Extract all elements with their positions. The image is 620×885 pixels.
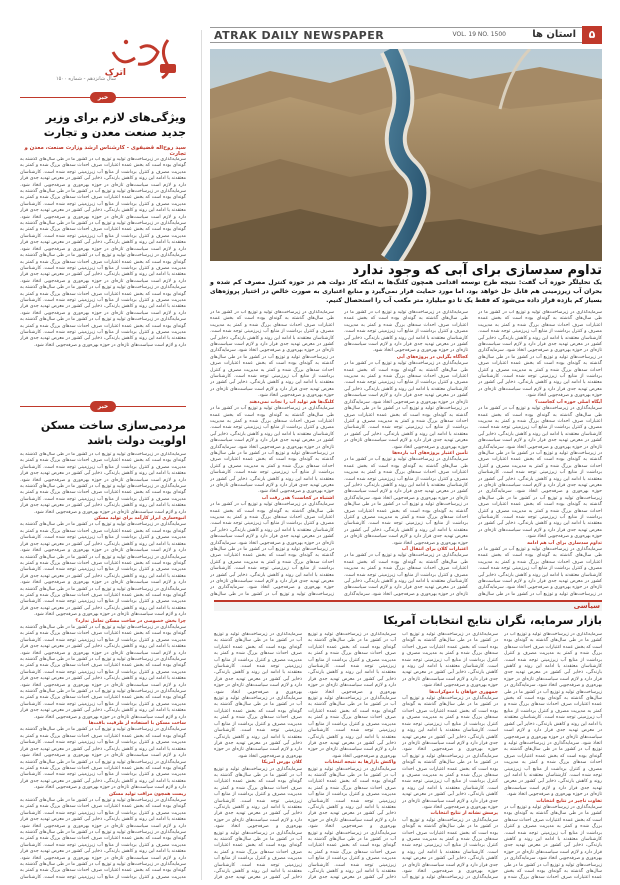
sidebar-story1-byline: سید روح‌اله قضیفوی - کارشناس ارشد وزارت صنعت، معدن و تجارت xyxy=(24,145,186,157)
politics-body-col2: سرمایه‌گذاری در زیرساخت‌های تولید و توزیع آب در کشور ما در طی سال‌های گذشته به گونه‌ای بوده است که بخش عمده اعتبارات صرف احداث سدهای بزرگ شده و کمتر به مدیریت مصرف و کنترل برداشت از منابع آب زیرزمینی توجه شده است. کارشناسان معتقدند با ادامه این روند و کاهش بارندگی، ذخایر آبی کشور در معرض تهدید جدی قرار دارد و لازم است سیاست‌های تازه‌ای در حوزه بهره‌وری و صرفه‌جویی اتخاذ شود. جمهوری خواهان یا دموکرات‌ها سرمایه‌گذاری در زیرساخت‌های تولید و توزیع آب در کشور ما در طی سال‌های گذشته به گونه‌ای بوده است که بخش عمده اعتبارات صرف احداث سدهای بزرگ شده و کمتر به مدیریت مصرف و کنترل برداشت از منابع آب زیرزمینی توجه شده است. کارشناسان معتقدند با ادامه این روند و کاهش بارندگی، ذخایر آبی کشور در معرض تهدید جدی قرار دارد و لازم است سیاست‌های تازه‌ای در حوزه بهره‌وری و صرفه‌جویی اتخاذ شود. سرمایه‌گذاری در زیرساخت‌های تولید و توزیع آب در کشور ما در طی سال‌های گذشته به گونه‌ای بوده است که بخش عمده اعتبارات صرف احداث سدهای بزرگ شده و کمتر به مدیریت مصرف و کنترل برداشت از منابع آب زیرزمینی توجه شده است. کارشناسان معتقدند با ادامه این روند و کاهش بارندگی، ذخایر آبی کشور در معرض تهدید جدی قرار دارد و لازم است سیاست‌های تازه‌ای در حوزه بهره‌وری و صرفه‌جویی اتخاذ شود. پرسش نشانه از نتایج انتخابات سرمایه‌گذاری در زیرساخت‌های تولید و توزیع آب در کشور ما در طی سال‌های گذشته به گونه‌ای بوده است که بخش عمده اعتبارات صرف احداث سدهای بزرگ شده و کمتر به مدیریت مصرف و کنترل برداشت از منابع آب زیرزمینی توجه شده است. کارشناسان معتقدند با ادامه این روند و کاهش بارندگی، ذخایر آبی کشور در معرض تهدید جدی قرار دارد و لازم است سیاست‌های تازه‌ای در حوزه بهره‌وری و صرفه‌جویی اتخاذ شود. سرمایه‌گذاری در زیرساخت‌های تولید و توزیع آب xyxy=(402,632,498,880)
column-divider xyxy=(201,30,202,880)
politics-section-bar xyxy=(214,600,602,611)
sidebar-story2-title: مردمی‌سازی ساخت مسکن اولویت دولت باشد xyxy=(40,419,186,447)
paper-name: ATRAK DAILY NEWSPAPER xyxy=(214,29,385,42)
sidebar-story2-body: سرمایه‌گذاری در زیرساخت‌های تولید و توزیع آب در کشور ما در طی سال‌های گذشته به گونه‌ای بوده است که بخش عمده اعتبارات صرف احداث سدهای بزرگ شده و کمتر به مدیریت مصرف و کنترل برداشت از منابع آب زیرزمینی توجه شده است. کارشناسان معتقدند با ادامه این روند و کاهش بارندگی، ذخایر آبی کشور در معرض تهدید جدی قرار دارد و لازم است سیاست‌های تازه‌ای در حوزه بهره‌وری و صرفه‌جویی اتخاذ شود. سرمایه‌گذاری در زیرساخت‌های تولید و توزیع آب در کشور ما در طی سال‌های گذشته به گونه‌ای بوده است که بخش عمده اعتبارات صرف احداث سدهای بزرگ شده و کمتر به مدیریت مصرف و کنترل برداشت از منابع آب زیرزمینی توجه شده است. کارشناسان معتقدند با ادامه این روند و کاهش بارندگی، ذخایر آبی کشور در معرض تهدید جدی قرار دارد و لازم است سیاست‌های تازه‌ای در حوزه بهره‌وری و صرفه‌جویی اتخاذ شود. انبوه‌سازی ابزار کارآمد برای تولید مسکن سرمایه‌گذاری در زیرساخت‌های تولید و توزیع آب در کشور ما در طی سال‌های گذشته به گونه‌ای بوده است که بخش عمده اعتبارات صرف احداث سدهای بزرگ شده و کمتر به مدیریت مصرف و کنترل برداشت از منابع آب زیرزمینی توجه شده است. کارشناسان معتقدند با ادامه این روند و کاهش بارندگی، ذخایر آبی کشور در معرض تهدید جدی قرار دارد و لازم است سیاست‌های تازه‌ای در حوزه بهره‌وری و صرفه‌جویی اتخاذ شود. سرمایه‌گذاری در زیرساخت‌های تولید و توزیع آب در کشور ما در طی سال‌های گذشته به گونه‌ای بوده است که بخش عمده اعتبارات صرف احداث سدهای بزرگ شده و کمتر به مدیریت مصرف و کنترل برداشت از منابع آب زیرزمینی توجه شده است. کارشناسان معتقدند با ادامه این روند و کاهش بارندگی، ذخایر آبی کشور در معرض تهدید جدی قرار دارد و لازم است سیاست‌های تازه‌ای در حوزه بهره‌وری و صرفه‌جویی اتخاذ شود. سرمایه‌گذاری در زیرساخت‌های تولید و توزیع آب در کشور ما در طی سال‌های گذشته به گونه‌ای بوده است که بخش عمده اعتبارات صرف احداث سدهای بزرگ شده و کمتر به مدیریت مصرف و کنترل برداشت از منابع آب زیرزمینی توجه شده است. کارشناسان معتقدند با ادامه این روند و کاهش بارندگی، ذخایر آبی کشور در معرض تهدید جدی قرار دارد و لازم است سیاست‌های تازه‌ای در حوزه بهره‌وری و صرفه‌جویی اتخاذ شود. چرا بخش خصوصی در ساخت مسکن تعامل ندارد؟ سرمایه‌گذاری در زیرساخت‌های تولید و توزیع آب در کشور ما در طی سال‌های گذشته به گونه‌ای بوده است که بخش عمده اعتبارات صرف احداث سدهای بزرگ شده و کمتر به مدیریت مصرف و کنترل برداشت از منابع آب زیرزمینی توجه شده است. کارشناسان معتقدند با ادامه این روند و کاهش بارندگی، ذخایر آبی کشور در معرض تهدید جدی قرار دارد و لازم است سیاست‌های تازه‌ای در حوزه بهره‌وری و صرفه‌جویی اتخاذ شود. سرمایه‌گذاری در زیرساخت‌های تولید و توزیع آب در کشور ما در طی سال‌های گذشته به گونه‌ای بوده است که بخش عمده اعتبارات صرف احداث سدهای بزرگ شده و کمتر به مدیریت مصرف و کنترل برداشت از منابع آب زیرزمینی توجه شده است. کارشناسان معتقدند با ادامه این روند و کاهش بارندگی، ذخایر آبی کشور در معرض تهدید جدی قرار دارد و لازم است سیاست‌های تازه‌ای در حوزه بهره‌وری و صرفه‌جویی اتخاذ شود. سرمایه‌گذاری در زیرساخت‌های تولید و توزیع آب در کشور ما در طی سال‌های گذشته به گونه‌ای بوده است که بخش عمده اعتبارات صرف احداث سدهای بزرگ شده و کمتر به مدیریت مصرف و کنترل برداشت از منابع آب زیرزمینی توجه شده است. کارشناسان معتقدند با ادامه این روند و کاهش بارندگی، ذخایر آبی کشور در معرض تهدید جدی قرار دارد و لازم است سیاست‌های تازه‌ای در حوزه بهره‌وری و صرفه‌جویی اتخاذ شود. ساخت مسکن با استفاده از ظرفیت بافت‌ها سرمایه‌گذاری در زیرساخت‌های تولید و توزیع آب در کشور ما در طی سال‌های گذشته به گونه‌ای بوده است که بخش عمده اعتبارات صرف احداث سدهای بزرگ شده و کمتر به مدیریت مصرف و کنترل برداشت از منابع آب زیرزمینی توجه شده است. کارشناسان معتقدند با ادامه این روند و کاهش بارندگی، ذخایر آبی کشور در معرض تهدید جدی قرار دارد و لازم است سیاست‌های تازه‌ای در حوزه بهره‌وری و صرفه‌جویی اتخاذ شود. سرمایه‌گذاری در زیرساخت‌های تولید و توزیع آب در کشور ما در طی سال‌های گذشته به گونه‌ای بوده است که بخش عمده اعتبارات صرف احداث سدهای بزرگ شده و کمتر به مدیریت مصرف و کنترل برداشت از منابع آب زیرزمینی توجه شده است. کارشناسان معتقدند با ادامه این روند و کاهش بارندگی، ذخایر آبی کشور در معرض تهدید جدی قرار دارد و لازم است سیاست‌های تازه‌ای در حوزه بهره‌وری و صرفه‌جویی اتخاذ شود. زیست همچون مراقب تولید مسکن سرمایه‌گذاری در زیرساخت‌های تولید و توزیع آب در کشور ما در طی سال‌های گذشته به گونه‌ای بوده است که بخش عمده اعتبارات صرف احداث سدهای بزرگ شده و کمتر به مدیریت مصرف و کنترل برداشت از منابع آب زیرزمینی توجه شده است. کارشناسان معتقدند با ادامه این روند و کاهش بارندگی، ذخایر آبی کشور در معرض تهدید جدی قرار دارد و لازم است سیاست‌های تازه‌ای در حوزه بهره‌وری و صرفه‌جویی اتخاذ شود. سرمایه‌گذاری در زیرساخت‌های تولید و توزیع آب در کشور ما در طی سال‌های گذشته به گونه‌ای بوده است که بخش عمده اعتبارات صرف احداث سدهای بزرگ شده و کمتر به مدیریت مصرف و کنترل برداشت از منابع آب زیرزمینی توجه شده است. کارشناسان معتقدند با ادامه این روند و کاهش بارندگی، ذخایر آبی کشور در معرض تهدید جدی قرار دارد و لازم است سیاست‌های تازه‌ای در حوزه بهره‌وری و صرفه‌جویی اتخاذ شود. سرمایه‌گذاری در زیرساخت‌های تولید و توزیع آب در کشور ما در طی سال‌های گذشته به گونه‌ای بوده است که بخش عمده اعتبارات صرف احداث سدهای بزرگ شده و کمتر به مدیریت مصرف و کنترل برداشت از منابع آب زیرزمینی توجه شده است. کارشناسان xyxy=(20,452,186,880)
politics-section-label: سیاسی xyxy=(573,602,600,610)
logo-tagline: سال شانزدهم - شماره ۱۵۰۰ xyxy=(56,76,116,82)
politics-body-col1: سرمایه‌گذاری در زیرساخت‌های تولید و توزیع آب در کشور ما در طی سال‌های گذشته به گونه‌ای بوده است که بخش عمده اعتبارات صرف احداث سدهای بزرگ شده و کمتر به مدیریت مصرف و کنترل برداشت از منابع آب زیرزمینی توجه شده است. کارشناسان معتقدند با ادامه این روند و کاهش بارندگی، ذخایر آبی کشور در معرض تهدید جدی قرار دارد و لازم است سیاست‌های تازه‌ای در حوزه بهره‌وری و صرفه‌جویی اتخاذ شود. سرمایه‌گذاری در زیرساخت‌های تولید و توزیع آب در کشور ما در طی سال‌های گذشته به گونه‌ای بوده است که بخش عمده اعتبارات صرف احداث سدهای بزرگ شده و کمتر به مدیریت مصرف و کنترل برداشت از منابع آب زیرزمینی توجه شده است. کارشناسان معتقدند با ادامه این روند و کاهش بارندگی، ذخایر آبی کشور در معرض تهدید جدی قرار دارد و لازم است سیاست‌های تازه‌ای در حوزه بهره‌وری و صرفه‌جویی اتخاذ شود. سرمایه‌گذاری در زیرساخت‌های تولید و توزیع آب در کشور ما در طی سال‌های گذشته به گونه‌ای بوده است که بخش عمده اعتبارات صرف احداث سدهای بزرگ شده و کمتر به مدیریت مصرف و کنترل برداشت از منابع آب زیرزمینی توجه شده است. کارشناسان معتقدند با ادامه این روند و کاهش بارندگی، ذخایر آبی کشور در معرض تهدید جدی قرار دارد و لازم است سیاست‌های تازه‌ای در حوزه بهره‌وری و صرفه‌جویی اتخاذ شود. تفاوت ناچیز در نتایج انتخابات سرمایه‌گذاری در زیرساخت‌های تولید و توزیع آب در کشور ما در طی سال‌های گذشته به گونه‌ای بوده است که بخش عمده اعتبارات صرف احداث سدهای بزرگ شده و کمتر به مدیریت مصرف و کنترل برداشت از منابع آب زیرزمینی توجه شده است. کارشناسان معتقدند با ادامه این روند و کاهش بارندگی، ذخایر آبی کشور در معرض تهدید جدی قرار دارد و لازم است سیاست‌های تازه‌ای در حوزه بهره‌وری و صرفه‌جویی اتخاذ شود. سرمایه‌گذاری در زیرساخت‌های تولید و توزیع آب در کشور ما در طی سال‌های گذشته به گونه‌ای بوده است که بخش عمده اعتبارات صرف احداث سدهای بزرگ شده و xyxy=(504,632,602,880)
canal-photo xyxy=(210,49,602,261)
page-number: ۵ xyxy=(582,26,602,44)
main-lead: یک تحلیلگر حوزه آب گفت: نتیجه طرح توسعه اقدامی همچون کلنگ‌ها به اینکه کار دولت هم در حوزه کنترل مصرف کم شده و بحران آب زیرزمینی هم قابل حل خواهد بود، اما مورد حمایت قرار نمی‌گیرد و منابع اعتباری به صورت خالص در اختیار پروژه‌های بسیار کم بازده قرار داده می‌شود که فقط یک تا دو میلیارد متر مکعب آب را استحصال کنیم. xyxy=(210,279,602,304)
newspaper-logo xyxy=(18,34,186,86)
politics-body-col3: سرمایه‌گذاری در زیرساخت‌های تولید و توزیع آب در کشور ما در طی سال‌های گذشته به گونه‌ای بوده است که بخش عمده اعتبارات صرف احداث سدهای بزرگ شده و کمتر به مدیریت مصرف و کنترل برداشت از منابع آب زیرزمینی توجه شده است. کارشناسان معتقدند با ادامه این روند و کاهش بارندگی، ذخایر آبی کشور در معرض تهدید جدی قرار دارد و لازم است سیاست‌های تازه‌ای در حوزه بهره‌وری و صرفه‌جویی اتخاذ شود. سرمایه‌گذاری در زیرساخت‌های تولید و توزیع آب در کشور ما در طی سال‌های گذشته به گونه‌ای بوده است که بخش عمده اعتبارات صرف احداث سدهای بزرگ شده و کمتر به مدیریت مصرف و کنترل برداشت از منابع آب زیرزمینی توجه شده است. کارشناسان معتقدند با ادامه این روند و کاهش بارندگی، ذخایر آبی کشور در معرض تهدید جدی قرار دارد و لازم است سیاست‌های تازه‌ای در حوزه بهره‌وری و صرفه‌جویی اتخاذ شود. واکنش بازارها به نتیجه انتخابات سرمایه‌گذاری در زیرساخت‌های تولید و توزیع آب در کشور ما در طی سال‌های گذشته به گونه‌ای بوده است که بخش عمده اعتبارات صرف احداث سدهای بزرگ شده و کمتر به مدیریت مصرف و کنترل برداشت از منابع آب زیرزمینی توجه شده است. کارشناسان معتقدند با ادامه این روند و کاهش بارندگی، ذخایر آبی کشور در معرض تهدید جدی قرار دارد و لازم است سیاست‌های تازه‌ای در حوزه بهره‌وری و صرفه‌جویی اتخاذ شود. سرمایه‌گذاری در زیرساخت‌های تولید و توزیع آب در کشور ما در طی سال‌های گذشته به گونه‌ای بوده است که بخش عمده اعتبارات صرف احداث سدهای بزرگ شده و کمتر به مدیریت مصرف و کنترل برداشت از منابع آب زیرزمینی توجه شده است. کارشناسان معتقدند با ادامه این روند و کاهش بارندگی، ذخایر آبی کشور در معرض تهدید جدی قرار xyxy=(308,632,396,880)
section-title: استان ها xyxy=(532,29,576,40)
news-label-divider xyxy=(20,92,186,104)
logo-name: اترک xyxy=(104,68,126,78)
politics-headline: بازار سرمایه، نگران نتایج انتخابات آمریکا xyxy=(383,614,602,627)
news-label-divider-2: خبر xyxy=(20,401,186,413)
volume-info: VOL. 19 NO. 1500 xyxy=(452,31,506,38)
news-label: خبر xyxy=(90,92,116,103)
main-headline: تداوم سدسازی برای آبی که وجود ندارد xyxy=(352,263,602,278)
sidebar-story1-body: سرمایه‌گذاری در زیرساخت‌های تولید و توزیع آب در کشور ما در طی سال‌های گذشته به گونه‌ای بوده است که بخش عمده اعتبارات صرف احداث سدهای بزرگ شده و کمتر به مدیریت مصرف و کنترل برداشت از منابع آب زیرزمینی توجه شده است. کارشناسان معتقدند با ادامه این روند و کاهش بارندگی، ذخایر آبی کشور در معرض تهدید جدی قرار دارد و لازم است سیاست‌های تازه‌ای در حوزه بهره‌وری و صرفه‌جویی اتخاذ شود. سرمایه‌گذاری در زیرساخت‌های تولید و توزیع آب در کشور ما در طی سال‌های گذشته به گونه‌ای بوده است که بخش عمده اعتبارات صرف احداث سدهای بزرگ شده و کمتر به مدیریت مصرف و کنترل برداشت از منابع آب زیرزمینی توجه شده است. کارشناسان معتقدند با ادامه این روند و کاهش بارندگی، ذخایر آبی کشور در معرض تهدید جدی قرار دارد و لازم است سیاست‌های تازه‌ای در حوزه بهره‌وری و صرفه‌جویی اتخاذ شود. سرمایه‌گذاری در زیرساخت‌های تولید و توزیع آب در کشور ما در طی سال‌های گذشته به گونه‌ای بوده است که بخش عمده اعتبارات صرف احداث سدهای بزرگ شده و کمتر به مدیریت مصرف و کنترل برداشت از منابع آب زیرزمینی توجه شده است. کارشناسان معتقدند با ادامه این روند و کاهش بارندگی، ذخایر آبی کشور در معرض تهدید جدی قرار دارد و لازم است سیاست‌های تازه‌ای در حوزه بهره‌وری و صرفه‌جویی اتخاذ شود. سرمایه‌گذاری در زیرساخت‌های تولید و توزیع آب در کشور ما در طی سال‌های گذشته به گونه‌ای بوده است که بخش عمده اعتبارات صرف احداث سدهای بزرگ شده و کمتر به مدیریت مصرف و کنترل برداشت از منابع آب زیرزمینی توجه شده است. کارشناسان معتقدند با ادامه این روند و کاهش بارندگی، ذخایر آبی کشور در معرض تهدید جدی قرار دارد و لازم است سیاست‌های تازه‌ای در حوزه بهره‌وری و صرفه‌جویی اتخاذ شود. سرمایه‌گذاری در زیرساخت‌های تولید و توزیع آب در کشور ما در طی سال‌های گذشته به گونه‌ای بوده است که بخش عمده اعتبارات صرف احداث سدهای بزرگ شده و کمتر به مدیریت مصرف و کنترل برداشت از منابع آب زیرزمینی توجه شده است. کارشناسان معتقدند با ادامه این روند و کاهش بارندگی، ذخایر آبی کشور در معرض تهدید جدی قرار دارد و لازم است سیاست‌های تازه‌ای در حوزه بهره‌وری و صرفه‌جویی اتخاذ شود. سرمایه‌گذاری در زیرساخت‌های تولید و توزیع آب در کشور ما در طی سال‌های گذشته به گونه‌ای بوده است که بخش عمده اعتبارات صرف احداث سدهای بزرگ شده و کمتر به مدیریت مصرف و کنترل برداشت از منابع آب زیرزمینی توجه شده است. کارشناسان معتقدند با ادامه این روند و کاهش بارندگی، ذخایر آبی کشور در معرض تهدید جدی قرار دارد و لازم است سیاست‌های تازه‌ای در حوزه بهره‌وری و صرفه‌جویی اتخاذ شود. xyxy=(20,157,186,348)
main-body-col3: سرمایه‌گذاری در زیرساخت‌های تولید و توزیع آب در کشور ما در طی سال‌های گذشته به گونه‌ای بوده است که بخش عمده اعتبارات صرف احداث سدهای بزرگ شده و کمتر به مدیریت مصرف و کنترل برداشت از منابع آب زیرزمینی توجه شده است. کارشناسان معتقدند با ادامه این روند و کاهش بارندگی، ذخایر آبی کشور در معرض تهدید جدی قرار دارد و لازم است سیاست‌های تازه‌ای در حوزه بهره‌وری و صرفه‌جویی اتخاذ شود. سرمایه‌گذاری در زیرساخت‌های تولید و توزیع آب در کشور ما در طی سال‌های گذشته به گونه‌ای بوده است که بخش عمده اعتبارات صرف احداث سدهای بزرگ شده و کمتر به مدیریت مصرف و کنترل برداشت از منابع آب زیرزمینی توجه شده است. کارشناسان معتقدند با ادامه این روند و کاهش بارندگی، ذخایر آبی کشور در معرض تهدید جدی قرار دارد و لازم است سیاست‌های تازه‌ای در حوزه بهره‌وری و صرفه‌جویی اتخاذ شود. کلنگ‌ها هم تولید آب را نجات نمی‌دهند سرمایه‌گذاری در زیرساخت‌های تولید و توزیع آب در کشور ما در طی سال‌های گذشته به گونه‌ای بوده است که بخش عمده اعتبارات صرف احداث سدهای بزرگ شده و کمتر به مدیریت مصرف و کنترل برداشت از منابع آب زیرزمینی توجه شده است. کارشناسان معتقدند با ادامه این روند و کاهش بارندگی، ذخایر آبی کشور در معرض تهدید جدی قرار دارد و لازم است سیاست‌های تازه‌ای در حوزه بهره‌وری و صرفه‌جویی اتخاذ شود. سرمایه‌گذاری در زیرساخت‌های تولید و توزیع آب در کشور ما در طی سال‌های گذشته به گونه‌ای بوده است که بخش عمده اعتبارات صرف احداث سدهای بزرگ شده و کمتر به مدیریت مصرف و کنترل برداشت از منابع آب زیرزمینی توجه شده است. کارشناسان معتقدند با ادامه این روند و کاهش بارندگی، ذخایر آبی کشور در معرض تهدید جدی قرار دارد و لازم است سیاست‌های تازه‌ای در حوزه بهره‌وری و صرفه‌جویی اتخاذ شود. اشتباه در کجاست؟ هدر رفت آب سرمایه‌گذاری در زیرساخت‌های تولید و توزیع آب در کشور ما در طی سال‌های گذشته به گونه‌ای بوده است که بخش عمده اعتبارات صرف احداث سدهای بزرگ شده و کمتر به مدیریت مصرف و کنترل برداشت از منابع آب زیرزمینی توجه شده است. کارشناسان معتقدند با ادامه این روند و کاهش بارندگی، ذخایر آبی کشور در معرض تهدید جدی قرار دارد و لازم است سیاست‌های تازه‌ای در حوزه بهره‌وری و صرفه‌جویی اتخاذ شود. سرمایه‌گذاری در زیرساخت‌های تولید و توزیع آب در کشور ما در طی سال‌های گذشته به گونه‌ای بوده است که بخش عمده اعتبارات صرف احداث سدهای بزرگ شده و کمتر به مدیریت مصرف و کنترل برداشت از منابع آب زیرزمینی توجه شده است. کارشناسان معتقدند با ادامه این روند و کاهش بارندگی، ذخایر آبی کشور در معرض تهدید جدی قرار دارد و لازم است سیاست‌های تازه‌ای در حوزه بهره‌وری و صرفه‌جویی اتخاذ شود. سرمایه‌گذاری در زیرساخت‌های تولید و توزیع آب در کشور ما در طی سال‌های xyxy=(210,310,334,596)
page-header xyxy=(210,27,602,43)
main-body-col2: سرمایه‌گذاری در زیرساخت‌های تولید و توزیع آب در کشور ما در طی سال‌های گذشته به گونه‌ای بوده است که بخش عمده اعتبارات صرف احداث سدهای بزرگ شده و کمتر به مدیریت مصرف و کنترل برداشت از منابع آب زیرزمینی توجه شده است. کارشناسان معتقدند با ادامه این روند و کاهش بارندگی، ذخایر آبی کشور در معرض تهدید جدی قرار دارد و لازم است سیاست‌های تازه‌ای در حوزه بهره‌وری و صرفه‌جویی اتخاذ شود. کجاگاه بگرایی در پروژه‌های آبی سرمایه‌گذاری در زیرساخت‌های تولید و توزیع آب در کشور ما در طی سال‌های گذشته به گونه‌ای بوده است که بخش عمده اعتبارات صرف احداث سدهای بزرگ شده و کمتر به مدیریت مصرف و کنترل برداشت از منابع آب زیرزمینی توجه شده است. کارشناسان معتقدند با ادامه این روند و کاهش بارندگی، ذخایر آبی کشور در معرض تهدید جدی قرار دارد و لازم است سیاست‌های تازه‌ای در حوزه بهره‌وری و صرفه‌جویی اتخاذ شود. سرمایه‌گذاری در زیرساخت‌های تولید و توزیع آب در کشور ما در طی سال‌های گذشته به گونه‌ای بوده است که بخش عمده اعتبارات صرف احداث سدهای بزرگ شده و کمتر به مدیریت مصرف و کنترل برداشت از منابع آب زیرزمینی توجه شده است. کارشناسان معتقدند با ادامه این روند و کاهش بارندگی، ذخایر آبی کشور در معرض تهدید جدی قرار دارد و لازم است سیاست‌های تازه‌ای در حوزه بهره‌وری و صرفه‌جویی اتخاذ شود. تأمین اعتبار پروژه‌های آب بازده‌ها سرمایه‌گذاری در زیرساخت‌های تولید و توزیع آب در کشور ما در طی سال‌های گذشته به گونه‌ای بوده است که بخش عمده اعتبارات صرف احداث سدهای بزرگ شده و کمتر به مدیریت مصرف و کنترل برداشت از منابع آب زیرزمینی توجه شده است. کارشناسان معتقدند با ادامه این روند و کاهش بارندگی، ذخایر آبی کشور در معرض تهدید جدی قرار دارد و لازم است سیاست‌های تازه‌ای در حوزه بهره‌وری و صرفه‌جویی اتخاذ شود. سرمایه‌گذاری در زیرساخت‌های تولید و توزیع آب در کشور ما در طی سال‌های گذشته به گونه‌ای بوده است که بخش عمده اعتبارات صرف احداث سدهای بزرگ شده و کمتر به مدیریت مصرف و کنترل برداشت از منابع آب زیرزمینی توجه شده است. کارشناسان معتقدند با ادامه این روند و کاهش بارندگی، ذخایر آبی کشور در معرض تهدید جدی قرار دارد و لازم است سیاست‌های تازه‌ای در حوزه بهره‌وری و صرفه‌جویی اتخاذ شود. اعتبارات کلان برای انتقال آب سرمایه‌گذاری در زیرساخت‌های تولید و توزیع آب در کشور ما در طی سال‌های گذشته به گونه‌ای بوده است که بخش عمده اعتبارات صرف احداث سدهای بزرگ شده و کمتر به مدیریت مصرف و کنترل برداشت از منابع آب زیرزمینی توجه شده است. کارشناسان معتقدند با ادامه این روند و کاهش بارندگی، ذخایر آبی کشور در معرض تهدید جدی قرار دارد و لازم است سیاست‌های تازه‌ای در حوزه بهره‌وری و صرفه‌جویی اتخاذ شود. سرمایه‌گذاری xyxy=(344,310,468,596)
sidebar-story1-title: ویژگی‌های لازم برای وزیر جدید صنعت معدن و تجارت xyxy=(43,111,186,139)
main-body-col1: سرمایه‌گذاری در زیرساخت‌های تولید و توزیع آب در کشور ما در طی سال‌های گذشته به گونه‌ای بوده است که بخش عمده اعتبارات صرف احداث سدهای بزرگ شده و کمتر به مدیریت مصرف و کنترل برداشت از منابع آب زیرزمینی توجه شده است. کارشناسان معتقدند با ادامه این روند و کاهش بارندگی، ذخایر آبی کشور در معرض تهدید جدی قرار دارد و لازم است سیاست‌های تازه‌ای در حوزه بهره‌وری و صرفه‌جویی اتخاذ شود. سرمایه‌گذاری در زیرساخت‌های تولید و توزیع آب در کشور ما در طی سال‌های گذشته به گونه‌ای بوده است که بخش عمده اعتبارات صرف احداث سدهای بزرگ شده و کمتر به مدیریت مصرف و کنترل برداشت از منابع آب زیرزمینی توجه شده است. کارشناسان معتقدند با ادامه این روند و کاهش بارندگی، ذخایر آبی کشور در معرض تهدید جدی قرار دارد و لازم است سیاست‌های تازه‌ای در حوزه بهره‌وری و صرفه‌جویی اتخاذ شود. آبگاه اصلی حوزه آب کجاست؟ سرمایه‌گذاری در زیرساخت‌های تولید و توزیع آب در کشور ما در طی سال‌های گذشته به گونه‌ای بوده است که بخش عمده اعتبارات صرف احداث سدهای بزرگ شده و کمتر به مدیریت مصرف و کنترل برداشت از منابع آب زیرزمینی توجه شده است. کارشناسان معتقدند با ادامه این روند و کاهش بارندگی، ذخایر آبی کشور در معرض تهدید جدی قرار دارد و لازم است سیاست‌های تازه‌ای در حوزه بهره‌وری و صرفه‌جویی اتخاذ شود. سرمایه‌گذاری در زیرساخت‌های تولید و توزیع آب در کشور ما در طی سال‌های گذشته به گونه‌ای بوده است که بخش عمده اعتبارات صرف احداث سدهای بزرگ شده و کمتر به مدیریت مصرف و کنترل برداشت از منابع آب زیرزمینی توجه شده است. کارشناسان معتقدند با ادامه این روند و کاهش بارندگی، ذخایر آبی کشور در معرض تهدید جدی قرار دارد و لازم است سیاست‌های تازه‌ای در حوزه بهره‌وری و صرفه‌جویی اتخاذ شود. سرمایه‌گذاری در زیرساخت‌های تولید و توزیع آب در کشور ما در طی سال‌های گذشته به گونه‌ای بوده است که بخش عمده اعتبارات صرف احداث سدهای بزرگ شده و کمتر به مدیریت مصرف و کنترل برداشت از منابع آب زیرزمینی توجه شده است. کارشناسان معتقدند با ادامه این روند و کاهش بارندگی، ذخایر آبی کشور در معرض تهدید جدی قرار دارد و لازم است سیاست‌های تازه‌ای در حوزه بهره‌وری و صرفه‌جویی اتخاذ شود. تداوم سدسازی برای آب هم ادامه سرمایه‌گذاری در زیرساخت‌های تولید و توزیع آب در کشور ما در طی سال‌های گذشته به گونه‌ای بوده است که بخش عمده اعتبارات صرف احداث سدهای بزرگ شده و کمتر به مدیریت مصرف و کنترل برداشت از منابع آب زیرزمینی توجه شده است. کارشناسان معتقدند با ادامه این روند و کاهش بارندگی، ذخایر آبی کشور در معرض تهدید جدی قرار دارد و لازم است سیاست‌های تازه‌ای در حوزه بهره‌وری و صرفه‌جویی اتخاذ شود. سرمایه‌گذاری در زیرساخت‌های تولید و توزیع آب در کشور ما در طی سال‌های xyxy=(478,310,602,596)
politics-body-col4: سرمایه‌گذاری در زیرساخت‌های تولید و توزیع آب در کشور ما در طی سال‌های گذشته به گونه‌ای بوده است که بخش عمده اعتبارات صرف احداث سدهای بزرگ شده و کمتر به مدیریت مصرف و کنترل برداشت از منابع آب زیرزمینی توجه شده است. کارشناسان معتقدند با ادامه این روند و کاهش بارندگی، ذخایر آبی کشور در معرض تهدید جدی قرار دارد و لازم است سیاست‌های تازه‌ای در حوزه بهره‌وری و صرفه‌جویی اتخاذ شود. سرمایه‌گذاری در زیرساخت‌های تولید و توزیع آب در کشور ما در طی سال‌های گذشته به گونه‌ای بوده است که بخش عمده اعتبارات صرف احداث سدهای بزرگ شده و کمتر به مدیریت مصرف و کنترل برداشت از منابع آب زیرزمینی توجه شده است. کارشناسان معتقدند با ادامه این روند و کاهش بارندگی، ذخایر آبی کشور در معرض تهدید جدی قرار دارد و لازم است سیاست‌های تازه‌ای در حوزه بهره‌وری و صرفه‌جویی اتخاذ شود. کلان بورس آمریکا سرمایه‌گذاری در زیرساخت‌های تولید و توزیع آب در کشور ما در طی سال‌های گذشته به گونه‌ای بوده است که بخش عمده اعتبارات صرف احداث سدهای بزرگ شده و کمتر به مدیریت مصرف و کنترل برداشت از منابع آب زیرزمینی توجه شده است. کارشناسان معتقدند با ادامه این روند و کاهش بارندگی، ذخایر آبی کشور در معرض تهدید جدی قرار دارد و لازم است سیاست‌های تازه‌ای در حوزه بهره‌وری و صرفه‌جویی اتخاذ شود. سرمایه‌گذاری در زیرساخت‌های تولید و توزیع آب در کشور ما در طی سال‌های گذشته به گونه‌ای بوده است که بخش عمده اعتبارات صرف احداث سدهای بزرگ شده و کمتر به مدیریت مصرف و کنترل برداشت از منابع آب زیرزمینی توجه شده است. کارشناسان معتقدند با ادامه این روند و کاهش بارندگی، ذخایر آبی کشور در معرض تهدید جدی قرار xyxy=(214,632,302,880)
